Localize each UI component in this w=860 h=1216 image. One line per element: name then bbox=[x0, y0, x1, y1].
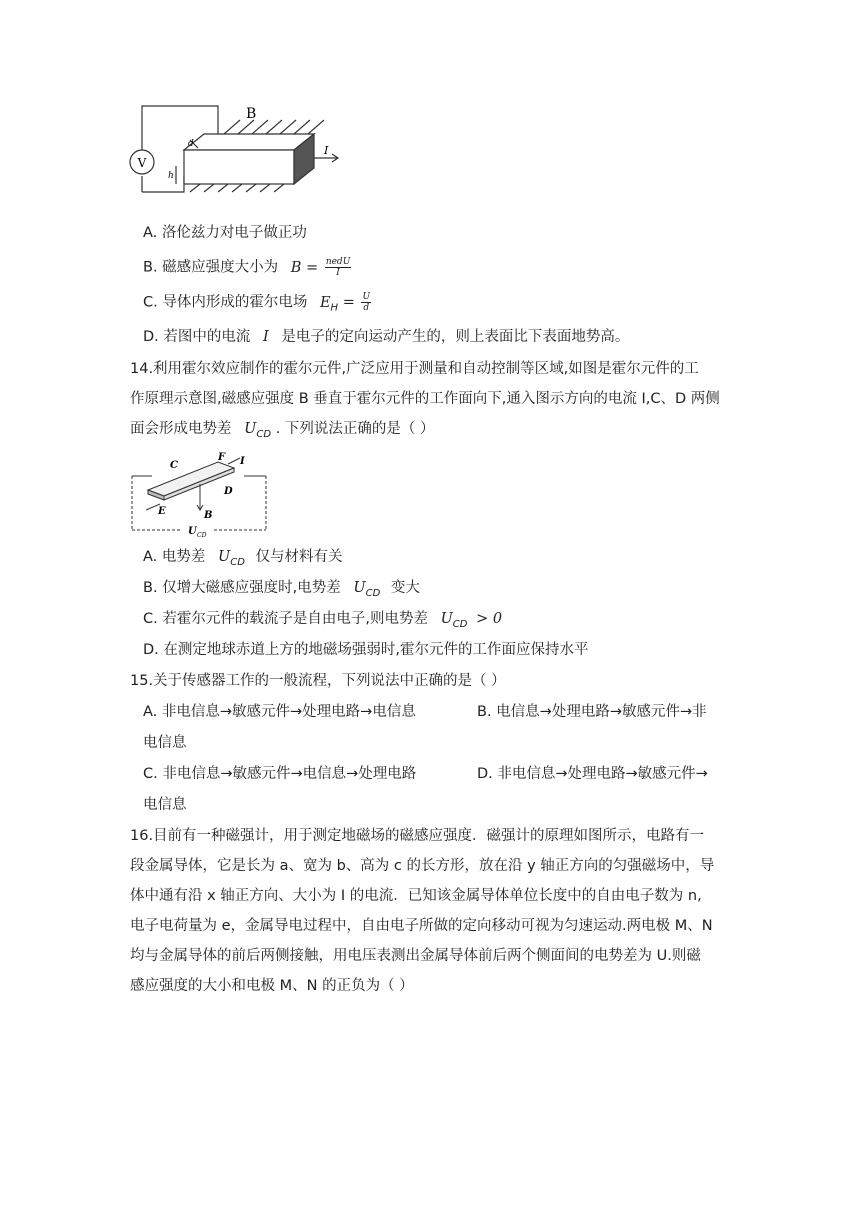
q16-stem-line: 16.目前有一种磁强计，用于测定地磁场的磁感应强度．磁强计的原理如图所示，电路有一 bbox=[130, 828, 705, 844]
q15-option-b-line-1: B. 电信息→处理电路→敏感元件→非 bbox=[477, 704, 707, 720]
q14-option-c-rest: > 0 bbox=[476, 611, 503, 627]
q16-stem-line: 体中通有沿 x 轴正方向、大小为 I 的电流．已知该金属导体单位长度中的自由电子数为 n, bbox=[130, 888, 702, 904]
q13-option-d bbox=[143, 327, 629, 347]
q16-stem-line: 均与金属导体的前后两侧接触，用电压表测出金属导体前后两个侧面间的电势差为 U.则磁 bbox=[130, 948, 701, 964]
q13-hall-slab-figure bbox=[128, 100, 348, 200]
q15-option-b-line-2: 电信息 bbox=[143, 735, 187, 751]
q13-option-b-numerator: nedU bbox=[325, 257, 351, 267]
q15-option-c: C. 非电信息→敏感元件→电信息→处理电路 bbox=[143, 766, 417, 782]
q15-option-a: A. 非电信息→敏感元件→处理电路→电信息 bbox=[143, 704, 416, 720]
q13-option-c-fraction bbox=[361, 292, 371, 313]
q14-stem-line-1: 14.利用霍尔效应制作的霍尔元件,广泛应用于测量和自动控制等区域,如图是霍尔元件的工 bbox=[130, 361, 699, 377]
q14-option-a-text: A. 电势差 bbox=[143, 549, 206, 565]
q14-label-u-subscript: CD bbox=[197, 532, 207, 539]
q13-current-label: I bbox=[324, 144, 329, 157]
q14-option-b-symbol: U bbox=[353, 580, 366, 596]
q13-voltmeter-label: V bbox=[137, 156, 147, 170]
q13-width-label: d bbox=[188, 139, 194, 149]
q14-option-a-symbol: U bbox=[218, 549, 231, 565]
q13-option-b-text: B. 磁感应强度大小为 bbox=[143, 259, 279, 276]
q13-option-b-fraction bbox=[325, 257, 351, 278]
q14-stem-text: 面会形成电势差 bbox=[130, 421, 232, 437]
q14-option-a-rest: 仅与材料有关 bbox=[255, 549, 343, 565]
q13-option-a: A. 洛伦兹力对电子做正功 bbox=[143, 225, 307, 241]
q13-option-c bbox=[143, 292, 371, 319]
q14-label-d: D bbox=[224, 486, 233, 497]
q15-option-d-line-1: D. 非电信息→处理电路→敏感元件→ bbox=[477, 766, 708, 782]
q14-label-e: E bbox=[158, 506, 166, 517]
q13-option-c-subscript: H bbox=[330, 302, 339, 314]
q14-stem-subscript: CD bbox=[256, 429, 272, 440]
q13-option-b-denominator: I bbox=[336, 268, 340, 278]
q14-stem-symbol: U bbox=[244, 421, 257, 437]
q14-option-c bbox=[143, 609, 502, 635]
q14-option-b bbox=[143, 578, 420, 604]
q14-option-b-rest: 变大 bbox=[390, 580, 420, 596]
q14-stem-rest: . 下列说法正确的是（ ） bbox=[275, 421, 435, 437]
q14-label-f: F bbox=[218, 452, 226, 463]
q13-option-b-formula: B = bbox=[290, 259, 319, 276]
q14-option-d: D. 在测定地球赤道上方的地磁场强弱时,霍尔元件的工作面应保持水平 bbox=[143, 642, 589, 658]
q16-stem-line: 感应强度的大小和电极 M、N 的正负为（ ） bbox=[130, 978, 414, 994]
q14-stem-line-2: 作原理示意图,磁感应强度 B 垂直于霍尔元件的工作面向下,通入图示方向的电流 I,C、D 两侧 bbox=[130, 391, 720, 407]
q13-option-d-symbol: I bbox=[263, 329, 269, 345]
q14-option-b-subscript: CD bbox=[365, 588, 381, 599]
q14-stem-line-3 bbox=[130, 419, 434, 445]
q14-option-a-subscript: CD bbox=[230, 557, 245, 568]
q14-label-i: I bbox=[240, 456, 245, 467]
q15-option-d-line-2: 电信息 bbox=[143, 797, 187, 813]
q15-stem: 15.关于传感器工作的一般流程，下列说法中正确的是（ ） bbox=[130, 673, 506, 689]
q13-option-c-text: C. 导体内形成的霍尔电场 bbox=[143, 294, 308, 311]
q13-field-label: B bbox=[246, 106, 257, 122]
q13-option-d-rest: 是电子的定向运动产生的，则上表面比下表面地势高。 bbox=[281, 329, 630, 345]
q14-hall-element-figure bbox=[128, 448, 270, 540]
q14-label-u: U bbox=[188, 526, 197, 537]
q13-height-label: h bbox=[168, 171, 174, 181]
q14-label-c: C bbox=[170, 460, 178, 471]
q14-option-c-text: C. 若霍尔元件的载流子是自由电子,则电势差 bbox=[143, 611, 428, 627]
q14-option-c-subscript: CD bbox=[452, 619, 468, 630]
q13-option-c-equals: = bbox=[342, 294, 355, 311]
q16-stem-line: 段金属导体，它是长为 a、宽为 b、高为 c 的长方形，放在沿 y 轴正方向的匀强磁场中，导 bbox=[130, 858, 715, 874]
q14-option-c-symbol: U bbox=[440, 611, 453, 627]
q13-option-c-numerator: U bbox=[362, 292, 371, 302]
q14-label-b: B bbox=[204, 510, 213, 521]
q16-stem-line: 电子电荷量为 e，金属导电过程中，自由电子所做的定向移动可视为匀速运动.两电极 M、N bbox=[130, 918, 713, 934]
q13-option-c-denominator: d bbox=[363, 303, 370, 313]
q14-option-b-text: B. 仅增大磁感应强度时,电势差 bbox=[143, 580, 341, 596]
q13-option-d-text: D. 若图中的电流 bbox=[143, 329, 251, 345]
q13-option-b bbox=[143, 257, 351, 278]
q14-option-a bbox=[143, 547, 343, 573]
q13-option-c-symbol: E bbox=[319, 294, 331, 311]
